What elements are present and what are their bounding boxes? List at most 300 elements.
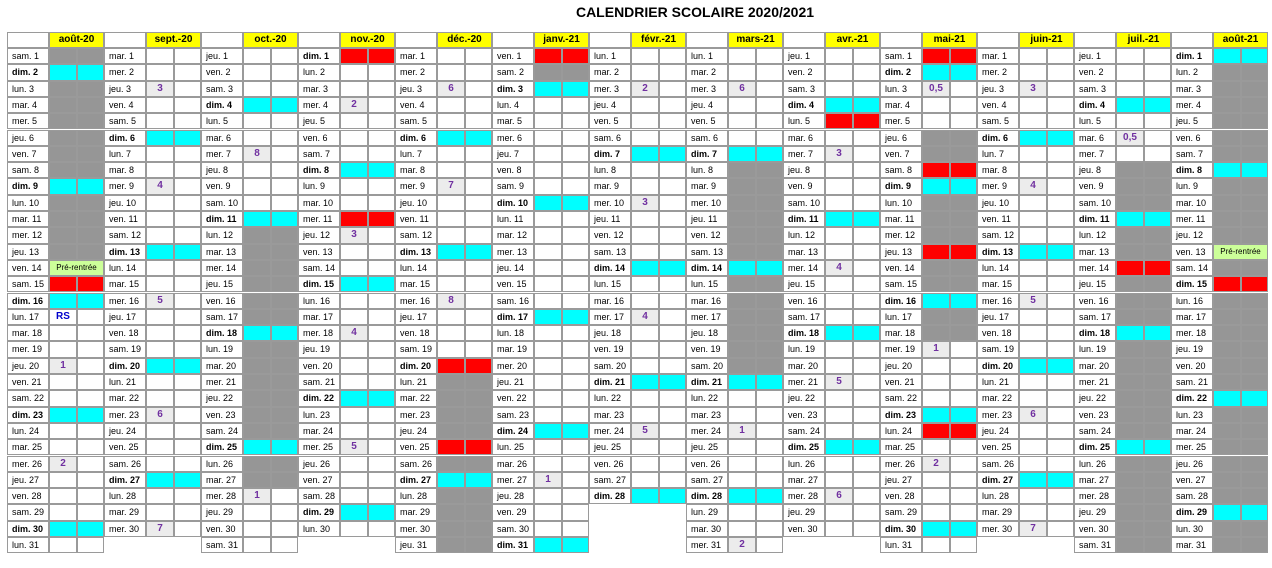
day-label: mer. 23 bbox=[104, 407, 146, 423]
cyan-day-mark bbox=[825, 325, 853, 341]
grey-day-mark bbox=[243, 260, 271, 276]
day-mark bbox=[437, 48, 465, 64]
day-label: mer. 14 bbox=[783, 260, 825, 276]
grey-day-mark bbox=[1116, 456, 1144, 472]
day-mark-tail bbox=[1144, 195, 1171, 211]
day-mark-tail bbox=[271, 325, 298, 341]
week-number: 2 bbox=[631, 81, 659, 97]
day-mark bbox=[1019, 309, 1047, 325]
day-mark-tail bbox=[853, 260, 880, 276]
day-mark bbox=[340, 472, 368, 488]
day-mark-tail bbox=[271, 423, 298, 439]
day-label: dim. 2 bbox=[880, 64, 922, 80]
day-mark-tail bbox=[465, 358, 492, 374]
calendar-grid bbox=[7, 32, 1267, 556]
day-mark bbox=[1116, 146, 1144, 162]
day-label: lun. 10 bbox=[7, 195, 49, 211]
grey-day-mark bbox=[437, 488, 465, 504]
day-label: dim. 23 bbox=[880, 407, 922, 423]
day-label: lun. 21 bbox=[395, 374, 437, 390]
day-label: dim. 10 bbox=[492, 195, 534, 211]
day-mark-tail bbox=[756, 309, 783, 325]
grey-day-mark bbox=[1213, 325, 1241, 341]
day-mark-tail bbox=[465, 439, 492, 455]
day-label: mer. 30 bbox=[977, 521, 1019, 537]
day-label: mer. 28 bbox=[1074, 488, 1116, 504]
day-mark-tail bbox=[174, 407, 201, 423]
day-label: ven. 23 bbox=[1074, 407, 1116, 423]
month-header: juin-21 bbox=[1019, 32, 1074, 48]
week-number: 1 bbox=[534, 472, 562, 488]
day-mark bbox=[243, 113, 271, 129]
day-mark-tail bbox=[659, 178, 686, 194]
day-mark-tail bbox=[465, 325, 492, 341]
day-mark-tail bbox=[1047, 504, 1074, 520]
grey-day-mark bbox=[1116, 537, 1144, 553]
day-mark-tail bbox=[1241, 227, 1268, 243]
day-label: ven. 28 bbox=[880, 488, 922, 504]
day-mark bbox=[437, 276, 465, 292]
week-number: 7 bbox=[146, 521, 174, 537]
week-number: 0,5 bbox=[1116, 130, 1144, 146]
grey-day-mark bbox=[437, 374, 465, 390]
day-label: dim. 4 bbox=[201, 97, 243, 113]
day-mark bbox=[1019, 390, 1047, 406]
day-mark-tail bbox=[77, 439, 104, 455]
day-mark-tail bbox=[1144, 390, 1171, 406]
week-number: 3 bbox=[825, 146, 853, 162]
grey-day-mark bbox=[243, 423, 271, 439]
day-label: jeu. 11 bbox=[686, 211, 728, 227]
day-label: dim. 14 bbox=[589, 260, 631, 276]
day-label: sam. 12 bbox=[104, 227, 146, 243]
day-mark bbox=[631, 64, 659, 80]
day-mark-tail bbox=[271, 472, 298, 488]
day-mark-tail bbox=[756, 178, 783, 194]
day-mark-tail bbox=[368, 195, 395, 211]
day-label: ven. 19 bbox=[686, 341, 728, 357]
grey-day-mark bbox=[49, 97, 77, 113]
day-mark bbox=[825, 504, 853, 520]
day-label: mar. 17 bbox=[298, 309, 340, 325]
day-mark-tail bbox=[756, 260, 783, 276]
week-number: 4 bbox=[631, 309, 659, 325]
month-header: août-20 bbox=[49, 32, 104, 48]
day-mark-tail bbox=[368, 325, 395, 341]
day-label: jeu. 7 bbox=[492, 146, 534, 162]
day-mark bbox=[728, 113, 756, 129]
day-mark-tail bbox=[1241, 81, 1268, 97]
day-label: sam. 27 bbox=[686, 472, 728, 488]
day-mark bbox=[1019, 488, 1047, 504]
day-label: jeu. 13 bbox=[880, 244, 922, 260]
red-day-mark bbox=[922, 48, 950, 64]
pre-rentree-label: Pré-rentrée bbox=[56, 262, 97, 272]
day-mark bbox=[340, 456, 368, 472]
day-label: lun. 19 bbox=[783, 341, 825, 357]
day-label: mar. 4 bbox=[7, 97, 49, 113]
day-mark bbox=[437, 113, 465, 129]
day-mark bbox=[49, 374, 77, 390]
day-mark-tail bbox=[562, 97, 589, 113]
day-label: ven. 13 bbox=[298, 244, 340, 260]
grey-day-mark bbox=[1213, 341, 1241, 357]
day-mark-tail bbox=[659, 358, 686, 374]
cyan-day-mark bbox=[534, 537, 562, 553]
grey-day-mark bbox=[922, 211, 950, 227]
red-day-mark bbox=[437, 358, 465, 374]
day-mark-tail bbox=[756, 325, 783, 341]
grey-day-mark bbox=[1213, 472, 1241, 488]
day-label: jeu. 8 bbox=[1074, 162, 1116, 178]
day-label: mar. 10 bbox=[1171, 195, 1213, 211]
day-mark-tail bbox=[77, 227, 104, 243]
grey-day-mark bbox=[922, 276, 950, 292]
grey-day-mark bbox=[1213, 227, 1241, 243]
day-mark-tail bbox=[368, 390, 395, 406]
day-label: jeu. 31 bbox=[395, 537, 437, 553]
grey-day-mark bbox=[243, 358, 271, 374]
day-label: dim. 18 bbox=[201, 325, 243, 341]
day-mark-tail bbox=[853, 113, 880, 129]
red-day-mark bbox=[1213, 276, 1241, 292]
day-mark bbox=[49, 488, 77, 504]
day-mark-tail bbox=[465, 488, 492, 504]
day-label: mar. 16 bbox=[686, 293, 728, 309]
day-mark-tail bbox=[368, 244, 395, 260]
day-mark bbox=[534, 97, 562, 113]
day-mark bbox=[340, 178, 368, 194]
month-header: mai-21 bbox=[922, 32, 977, 48]
day-mark bbox=[728, 439, 756, 455]
day-mark-tail bbox=[659, 48, 686, 64]
day-mark-tail bbox=[77, 488, 104, 504]
day-mark-tail bbox=[1241, 113, 1268, 129]
day-mark-tail bbox=[77, 146, 104, 162]
grey-day-mark bbox=[49, 211, 77, 227]
day-label: lun. 16 bbox=[298, 293, 340, 309]
day-mark-tail bbox=[853, 48, 880, 64]
day-label: mer. 3 bbox=[686, 81, 728, 97]
day-mark bbox=[146, 211, 174, 227]
day-mark-tail bbox=[853, 488, 880, 504]
day-mark-tail bbox=[659, 162, 686, 178]
day-mark bbox=[146, 113, 174, 129]
day-mark-tail bbox=[853, 162, 880, 178]
day-mark bbox=[922, 504, 950, 520]
day-mark-tail bbox=[271, 130, 298, 146]
day-mark bbox=[534, 390, 562, 406]
day-mark-tail bbox=[1047, 130, 1074, 146]
week-number: 6 bbox=[146, 407, 174, 423]
day-mark-tail bbox=[1144, 407, 1171, 423]
day-mark-tail bbox=[174, 113, 201, 129]
header-spacer bbox=[298, 32, 340, 48]
week-number: 1 bbox=[922, 341, 950, 357]
day-label: sam. 9 bbox=[492, 178, 534, 194]
day-mark bbox=[340, 309, 368, 325]
grey-day-mark bbox=[49, 244, 77, 260]
day-label: mer. 25 bbox=[1171, 439, 1213, 455]
day-mark-tail bbox=[950, 113, 977, 129]
day-label: ven. 27 bbox=[1171, 472, 1213, 488]
day-mark-tail bbox=[853, 178, 880, 194]
day-mark bbox=[631, 341, 659, 357]
day-mark bbox=[1019, 211, 1047, 227]
day-label: jeu. 3 bbox=[395, 81, 437, 97]
day-mark-tail bbox=[1047, 146, 1074, 162]
day-mark-tail bbox=[1241, 48, 1268, 64]
day-label: mer. 2 bbox=[104, 64, 146, 80]
day-mark-tail bbox=[174, 504, 201, 520]
day-mark-tail bbox=[1047, 276, 1074, 292]
day-label: mer. 9 bbox=[104, 178, 146, 194]
day-mark-tail bbox=[77, 276, 104, 292]
day-label: ven. 14 bbox=[880, 260, 922, 276]
red-day-mark bbox=[825, 113, 853, 129]
header-spacer bbox=[201, 32, 243, 48]
day-mark bbox=[1116, 81, 1144, 97]
cyan-day-mark bbox=[922, 293, 950, 309]
day-label: ven. 18 bbox=[104, 325, 146, 341]
day-mark-tail bbox=[562, 423, 589, 439]
day-mark bbox=[728, 407, 756, 423]
day-mark-tail bbox=[1144, 211, 1171, 227]
day-mark bbox=[1019, 195, 1047, 211]
day-label: ven. 4 bbox=[104, 97, 146, 113]
day-label: dim. 11 bbox=[1074, 211, 1116, 227]
day-label: mer. 26 bbox=[7, 456, 49, 472]
day-mark-tail bbox=[659, 276, 686, 292]
day-label: dim. 27 bbox=[104, 472, 146, 488]
day-mark-tail bbox=[1144, 439, 1171, 455]
grey-day-mark bbox=[49, 48, 77, 64]
day-label: ven. 7 bbox=[7, 146, 49, 162]
day-label: jeu. 20 bbox=[7, 358, 49, 374]
day-label: lun. 30 bbox=[1171, 521, 1213, 537]
day-label: ven. 14 bbox=[7, 260, 49, 276]
day-mark bbox=[825, 276, 853, 292]
cyan-day-mark bbox=[922, 521, 950, 537]
day-mark-tail bbox=[950, 309, 977, 325]
day-mark bbox=[728, 48, 756, 64]
day-label: lun. 28 bbox=[104, 488, 146, 504]
grey-day-mark bbox=[1116, 374, 1144, 390]
rs-marker: RS bbox=[49, 309, 77, 325]
day-mark-tail bbox=[174, 309, 201, 325]
day-mark-tail bbox=[1241, 195, 1268, 211]
day-mark bbox=[146, 195, 174, 211]
day-mark-tail bbox=[174, 358, 201, 374]
day-label: sam. 6 bbox=[589, 130, 631, 146]
day-mark-tail bbox=[853, 341, 880, 357]
day-mark-tail bbox=[271, 48, 298, 64]
day-mark-tail bbox=[1144, 341, 1171, 357]
day-label: lun. 23 bbox=[1171, 407, 1213, 423]
cyan-day-mark bbox=[728, 374, 756, 390]
month-header: juil.-21 bbox=[1116, 32, 1171, 48]
day-label: dim. 21 bbox=[589, 374, 631, 390]
day-label: mar. 23 bbox=[686, 407, 728, 423]
grey-day-mark bbox=[728, 358, 756, 374]
day-mark-tail bbox=[77, 521, 104, 537]
day-mark-tail bbox=[659, 325, 686, 341]
day-mark bbox=[922, 97, 950, 113]
day-label: mer. 7 bbox=[201, 146, 243, 162]
day-mark bbox=[243, 178, 271, 194]
day-label: ven. 20 bbox=[298, 358, 340, 374]
day-mark-tail bbox=[853, 293, 880, 309]
day-label: ven. 12 bbox=[686, 227, 728, 243]
day-mark bbox=[825, 293, 853, 309]
cyan-day-mark bbox=[146, 244, 174, 260]
day-mark bbox=[340, 64, 368, 80]
day-mark bbox=[825, 227, 853, 243]
grey-day-mark bbox=[49, 146, 77, 162]
day-mark bbox=[146, 227, 174, 243]
day-label: lun. 2 bbox=[298, 64, 340, 80]
header-spacer bbox=[7, 32, 49, 48]
week-number: 1 bbox=[243, 488, 271, 504]
day-label: dim. 1 bbox=[1171, 48, 1213, 64]
day-mark bbox=[146, 374, 174, 390]
day-label: lun. 2 bbox=[1171, 64, 1213, 80]
day-label: dim. 9 bbox=[7, 178, 49, 194]
day-label: mar. 29 bbox=[395, 504, 437, 520]
day-mark-tail bbox=[1241, 423, 1268, 439]
day-mark-tail bbox=[1144, 146, 1171, 162]
day-label: lun. 5 bbox=[201, 113, 243, 129]
day-mark-tail bbox=[1241, 211, 1268, 227]
day-mark-tail bbox=[368, 456, 395, 472]
day-label: ven. 8 bbox=[492, 162, 534, 178]
day-mark bbox=[631, 472, 659, 488]
day-mark-tail bbox=[756, 439, 783, 455]
day-label: dim. 9 bbox=[880, 178, 922, 194]
day-mark bbox=[340, 293, 368, 309]
cyan-day-mark bbox=[728, 488, 756, 504]
day-mark bbox=[631, 456, 659, 472]
day-label: mar. 31 bbox=[1171, 537, 1213, 553]
grey-day-mark bbox=[437, 423, 465, 439]
day-label: ven. 11 bbox=[395, 211, 437, 227]
day-label: mar. 15 bbox=[395, 276, 437, 292]
day-mark-tail bbox=[756, 276, 783, 292]
cyan-day-mark bbox=[243, 439, 271, 455]
day-mark-tail bbox=[659, 130, 686, 146]
red-day-mark bbox=[340, 48, 368, 64]
day-label: sam. 22 bbox=[880, 390, 922, 406]
day-mark bbox=[340, 81, 368, 97]
day-label: ven. 30 bbox=[201, 521, 243, 537]
day-mark-tail bbox=[950, 195, 977, 211]
day-mark bbox=[146, 456, 174, 472]
day-mark bbox=[534, 227, 562, 243]
day-label: mar. 11 bbox=[7, 211, 49, 227]
day-mark-tail bbox=[1047, 374, 1074, 390]
day-label: mer. 12 bbox=[880, 227, 922, 243]
day-mark-tail bbox=[950, 537, 977, 553]
day-label: mer. 7 bbox=[1074, 146, 1116, 162]
day-mark bbox=[631, 390, 659, 406]
grey-day-mark bbox=[1213, 97, 1241, 113]
day-mark bbox=[825, 195, 853, 211]
day-mark bbox=[1019, 374, 1047, 390]
day-mark-tail bbox=[465, 537, 492, 553]
day-mark bbox=[340, 260, 368, 276]
day-label: mar. 3 bbox=[298, 81, 340, 97]
day-mark-tail bbox=[271, 81, 298, 97]
day-label: mar. 11 bbox=[880, 211, 922, 227]
day-label: ven. 26 bbox=[686, 456, 728, 472]
day-label: mer. 10 bbox=[589, 195, 631, 211]
day-mark-tail bbox=[368, 293, 395, 309]
day-mark bbox=[437, 97, 465, 113]
day-mark-tail bbox=[271, 537, 298, 553]
day-label: ven. 6 bbox=[298, 130, 340, 146]
day-mark bbox=[825, 64, 853, 80]
day-mark bbox=[437, 146, 465, 162]
day-label: jeu. 26 bbox=[1171, 456, 1213, 472]
day-label: sam. 21 bbox=[298, 374, 340, 390]
day-mark-tail bbox=[174, 64, 201, 80]
week-number: 4 bbox=[825, 260, 853, 276]
day-mark-tail bbox=[1241, 504, 1268, 520]
cyan-day-mark bbox=[825, 97, 853, 113]
week-number: 2 bbox=[922, 456, 950, 472]
day-mark-tail bbox=[756, 81, 783, 97]
day-mark-tail bbox=[562, 178, 589, 194]
day-mark-tail bbox=[562, 358, 589, 374]
day-mark-tail bbox=[1047, 407, 1074, 423]
day-mark-tail bbox=[950, 325, 977, 341]
day-mark bbox=[825, 521, 853, 537]
day-mark-tail bbox=[1144, 64, 1171, 80]
day-mark-tail bbox=[1241, 162, 1268, 178]
day-label: mer. 23 bbox=[395, 407, 437, 423]
day-mark-tail bbox=[562, 211, 589, 227]
grey-day-mark bbox=[1213, 178, 1241, 194]
day-label: mer. 9 bbox=[395, 178, 437, 194]
day-mark bbox=[1019, 146, 1047, 162]
day-mark-tail bbox=[465, 374, 492, 390]
grey-day-mark bbox=[437, 504, 465, 520]
day-mark-tail bbox=[950, 374, 977, 390]
day-mark bbox=[146, 260, 174, 276]
day-mark-tail bbox=[77, 374, 104, 390]
day-label: lun. 1 bbox=[589, 48, 631, 64]
day-label: ven. 30 bbox=[783, 521, 825, 537]
day-label: dim. 20 bbox=[395, 358, 437, 374]
day-label: dim. 20 bbox=[104, 358, 146, 374]
day-label: sam. 19 bbox=[104, 341, 146, 357]
day-mark bbox=[1019, 423, 1047, 439]
day-mark bbox=[437, 325, 465, 341]
day-label: lun. 4 bbox=[492, 97, 534, 113]
day-label: lun. 19 bbox=[201, 341, 243, 357]
day-label: lun. 28 bbox=[977, 488, 1019, 504]
day-label: mer. 28 bbox=[783, 488, 825, 504]
grey-day-mark bbox=[437, 521, 465, 537]
day-mark-tail bbox=[950, 260, 977, 276]
day-label: lun. 3 bbox=[880, 81, 922, 97]
day-mark bbox=[728, 130, 756, 146]
day-mark bbox=[340, 407, 368, 423]
day-label: mar. 26 bbox=[492, 456, 534, 472]
day-label: jeu. 17 bbox=[977, 309, 1019, 325]
cyan-day-mark bbox=[1019, 244, 1047, 260]
day-label: jeu. 22 bbox=[783, 390, 825, 406]
